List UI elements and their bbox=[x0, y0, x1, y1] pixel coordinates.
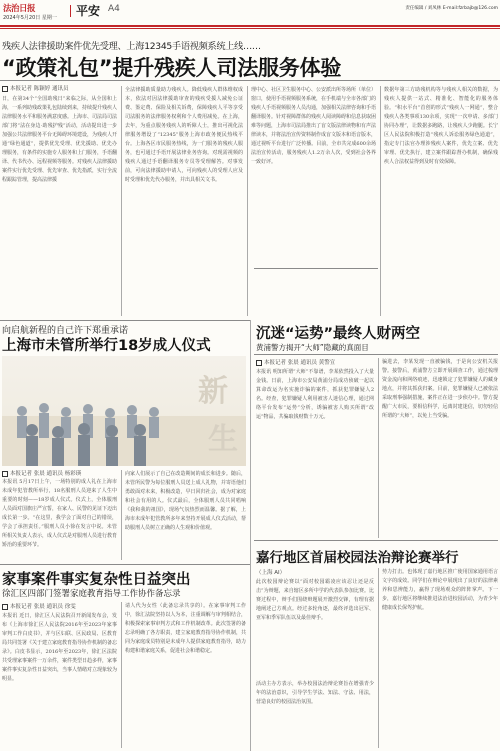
debate-headline: 嘉行地区首届校园法治辩论赛举行 bbox=[256, 550, 459, 566]
date-line: 2024年5月20日 星期一 bbox=[3, 15, 57, 21]
photo-placeholder bbox=[2, 356, 246, 466]
lead-column-2: 全法律援助质量助力残疾人。降低残疾人群体维权成本，依法对因法律援助审查的残疾受援人减免公证费、鉴定费、保险及相关诉费，保障残疾人平等享受司法服务的法律服务权利和个人费用减免。在上海，去年，为重点服务残疾人的听障人士，推出可视化法律服务增设了“12345”服务上海市政务便民热线平台。上海各区市民服务热线，为一门服务的残疾人服务，也可通过手语开展法律业务咨询。对现需视频的残疾人通过手语翻译服务专员等受理解答。对事发前，可向法律援助申请人，可向残疾人的受理人应及时受理和优先代办服务，并出具相关文书。 bbox=[125, 87, 243, 183]
story2-subhead: 徐汇区四部门签署家庭教育指导工作协作备忘录 bbox=[2, 589, 181, 599]
story2-col-divider bbox=[121, 602, 122, 748]
lead-col-divider-1 bbox=[121, 86, 122, 316]
center-col-divider bbox=[378, 358, 379, 538]
lead-headline-rule bbox=[0, 80, 500, 81]
center-subhead: 黄浦警方揭开“大师”隐藏的真面目 bbox=[256, 343, 369, 352]
lead-col-divider-2 bbox=[247, 86, 248, 316]
story2-headline: 家事案件事实复杂性日益突出 bbox=[2, 572, 191, 588]
story2-byline: 本报记者 张晨 通讯员 徐雯 bbox=[2, 602, 117, 610]
story2-column-1: 本报讯 近日，徐汇区人民法院召开新闻发布会，发布《上海市徐汇区人民法院2016年至2023年家事审判工作白皮书》，并与区妇联、区民政局、区教育局共同签署《关于建立家庭教育指导协作机制的备忘录》。白皮书显示，2016年至2023年，徐汇区法院共受理家事案件一万余件，案件类型日趋多样，家事案件事实复杂性日益突出，当事人情绪对立现象较为明显。 bbox=[2, 613, 117, 682]
byline-box-icon bbox=[2, 471, 8, 477]
section-rule-center-2 bbox=[254, 540, 498, 541]
story1-kicker: 向启航新程的自己许下郑重承诺 bbox=[2, 326, 129, 336]
debate-byline: （上海 AI） bbox=[256, 570, 286, 576]
masthead-rule bbox=[0, 25, 500, 27]
badge-char-life: 生 bbox=[208, 422, 238, 457]
page-number: A4 bbox=[108, 4, 120, 14]
story1-column-1: 本报讯 5月17日上午，一场特别的成人礼在上海市未成年犯管教所举行，18名服刑人员迎来了人生中重要的时刻——18岁成人仪式。仪式上，全体服刑人员面对国旗庄严宣誓，在家人、民警的见证下迈出成长第一步。“在这里，我学会了面对自己的错误，学会了承担责任。”服刑人员小徐在发言中说。未管所相关负责人表示，成人仪式是对服刑人员进行教育矫治的重要环节。 bbox=[2, 479, 117, 548]
lead-col-divider-3 bbox=[380, 86, 381, 316]
center-subhead-rule bbox=[254, 354, 498, 355]
center-column-1: 本报讯 明知所谓“大师”不靠谱，李某依然投入了大量金钱。日前，上海市公安局黄浦分局成功侦破一起以算命改运为名实施诈骗的案件，抓获犯罪嫌疑人2名。经查，犯罪嫌疑人利用被害人迷信心理，通过网络平台发布“运势”分析，诱骗被害人购买所谓“改运”物品，共骗取钱财数十万元。 bbox=[256, 369, 374, 420]
masthead-divider bbox=[70, 5, 71, 17]
center-column-2: 骗进去，李某发现一直被骗钱，于是向公安机关报警。接警后，黄浦警方立即开展调查工作，通过梳理资金流向和网络痕迹，迅速锁定了犯罪嫌疑人的藏身地点，并将其抓获归案。目前，犯罪嫌疑人已被依法采取刑事强制措施，案件正在进一步侦办中。警方提醒广大市民，要相信科学，远离封建迷信，切勿轻信所谓的“大师”，以免上当受骗。 bbox=[382, 359, 498, 419]
story2-column-2: 请人代为女性（此备忘录共享的）。在家事审判工作中，徐汇法院坚持以人为本，注重调解与审判相结合，积极探索家事审判方式和工作机制改革。此次签署的备忘录明确了各方职责，建立家庭教育指导协作机制，共同为家庭成员特别是未成年人提供家庭教育指导，助力构建和谐家庭关系，促进社会和谐稳定。 bbox=[125, 603, 246, 654]
page-center-divider bbox=[250, 320, 251, 751]
lead-column-3: 理中心、社区卫生服务中心、公安派出所等场所（单位）窗口，使用手语视频服务系统，在手机端与全市各部门的残疾人手语视频服务人员沟通，加强相关法律咨询和手语翻译服务。针对视障群体的残疾人阅读障碍和信息获取困难等问题，上海市司法局推出了盲文版法律读物和有声法律读本，并将法治宣传资料制作成盲文版本和语音版本，通过视听平台进行广泛传播。目前，全市共完成600余场法治宣传活动，服务残疾人1.2万余人次，受到社会各界一致好评。 bbox=[251, 87, 376, 165]
debate-column-2: 势力打击。也体现了嘉行地区推广使用国家通用语言文字的成效。同学们在辩论中展现出了良好的法律素养和思辨能力，赢得了现场观众的阵阵掌声。下一步，嘉行地区将继续推进法治进校园活动，为青少年健康成长保驾护航。 bbox=[382, 569, 498, 611]
story1-column-2: 向家人们展示了自己在改造期间的成长和进步。随后，未管所民警为每位服刑人员送上成人礼物，并寄语他们勇敢面对未来，积极改造，早日回归社会，成为对家庭和社会有用的人。仪式最后，全体服刑人员共同唱响《我和我的祖国》，现场气氛热烈而温馨。据了解，上海市未成年犯管教所多年来坚持开展成人仪式活动，帮助服刑人员树立正确的人生观和价值观。 bbox=[125, 471, 246, 531]
lead-headline: “政策礼包”提升残疾人司法服务体验 bbox=[2, 56, 342, 80]
masthead bbox=[0, 0, 500, 32]
lead-column-4: 数据年第三方助残机构等与残疾人相关的数据，为残疾人提供一站式、精准化、智能化的服务体验。“积水平台”首创的形式“残疾人一网通”，整合残疾人各类事项130余项，实现“一次申请、多部门协同办理”，让数据多跑路，让残疾人少跑腿。长宁区人民法院积极打造“残疾人诉讼服务绿色通道”，指定专门法官办理涉残疾人案件，优先立案、优先审理、优先执行，建立案件跟踪督办机制，确保残疾人合法权益得到及时有效保障。 bbox=[384, 87, 498, 165]
story1-col-divider bbox=[121, 470, 122, 560]
masthead-rule-thin bbox=[0, 28, 500, 29]
story1-byline: 本报记者 张晨 通讯员 杨彩瑛 bbox=[2, 469, 117, 477]
center-headline: 沉迷“运势”最终人财两空 bbox=[256, 326, 421, 342]
lead-column-1: 日，在第34个“全国助残日”来临之际，从全国和上海，一系列助残政策礼包陆续到来，持续提升残疾人法律服务水平和服务满意度感。上海市、司法局司法部门将“法在身边·助残护残”活动，活动提出进一步加强公共法律服务平台无障碍环境建设，为残疾人开通“绿色通道”，提供优先受理、优先援助、优先办理服务，有条件的实施专人服务和上门服务，手语翻译、代书代办、远程视频等服务。对残疾人法律援助案件实行优先受理、优先审查、优先指派，实行全流程跟踪管理，提高法律援 bbox=[2, 96, 117, 183]
story1-headline: 上海市未管所举行18岁成人仪式 bbox=[2, 338, 211, 354]
badge-char-new: 新 bbox=[198, 374, 228, 409]
center-byline: 本报记者 张晨 通讯员 黄警宣 bbox=[256, 358, 374, 366]
lead-byline: 本报记者 陈颖婷 通讯员 bbox=[2, 84, 117, 92]
debate-column-1b: 活动主办方表示，举办校园法治辩论赛旨在增强青少年的法治意识，引导学生学法、知法、守法、用法，营造良好的校园法治氛围。 bbox=[256, 681, 374, 705]
section-rule-left-2 bbox=[0, 564, 250, 565]
byline-box-icon bbox=[256, 360, 262, 366]
section-rule-left-1 bbox=[0, 320, 250, 321]
lead-kicker: 残疾人法律援助案件优先受理、上海12345手语视频系统上线…… bbox=[2, 41, 261, 52]
paper-logo: 法治日报 bbox=[3, 4, 36, 14]
byline-box-icon bbox=[2, 604, 8, 610]
section-rule-center bbox=[254, 268, 378, 269]
editor-line: 责任编辑 / 刘凤林 E-mail:fzrbajb@126.com bbox=[405, 6, 498, 11]
debate-column-1: 此次校园辩论赛以“面对校园霸凌应该忍让还是反击”为辩题，来自辖区多所中学的代表队参加比赛。比赛过程中，辩手们围绕辩题展开激烈交锋，有理有据地阐述己方观点。经过多轮角逐，最终评选出冠军、亚军和季军队伍以及最佳辩手。 bbox=[256, 579, 374, 621]
section-title: 平安 bbox=[76, 4, 101, 18]
debate-col-divider bbox=[378, 568, 379, 748]
byline-box-icon bbox=[2, 86, 8, 92]
